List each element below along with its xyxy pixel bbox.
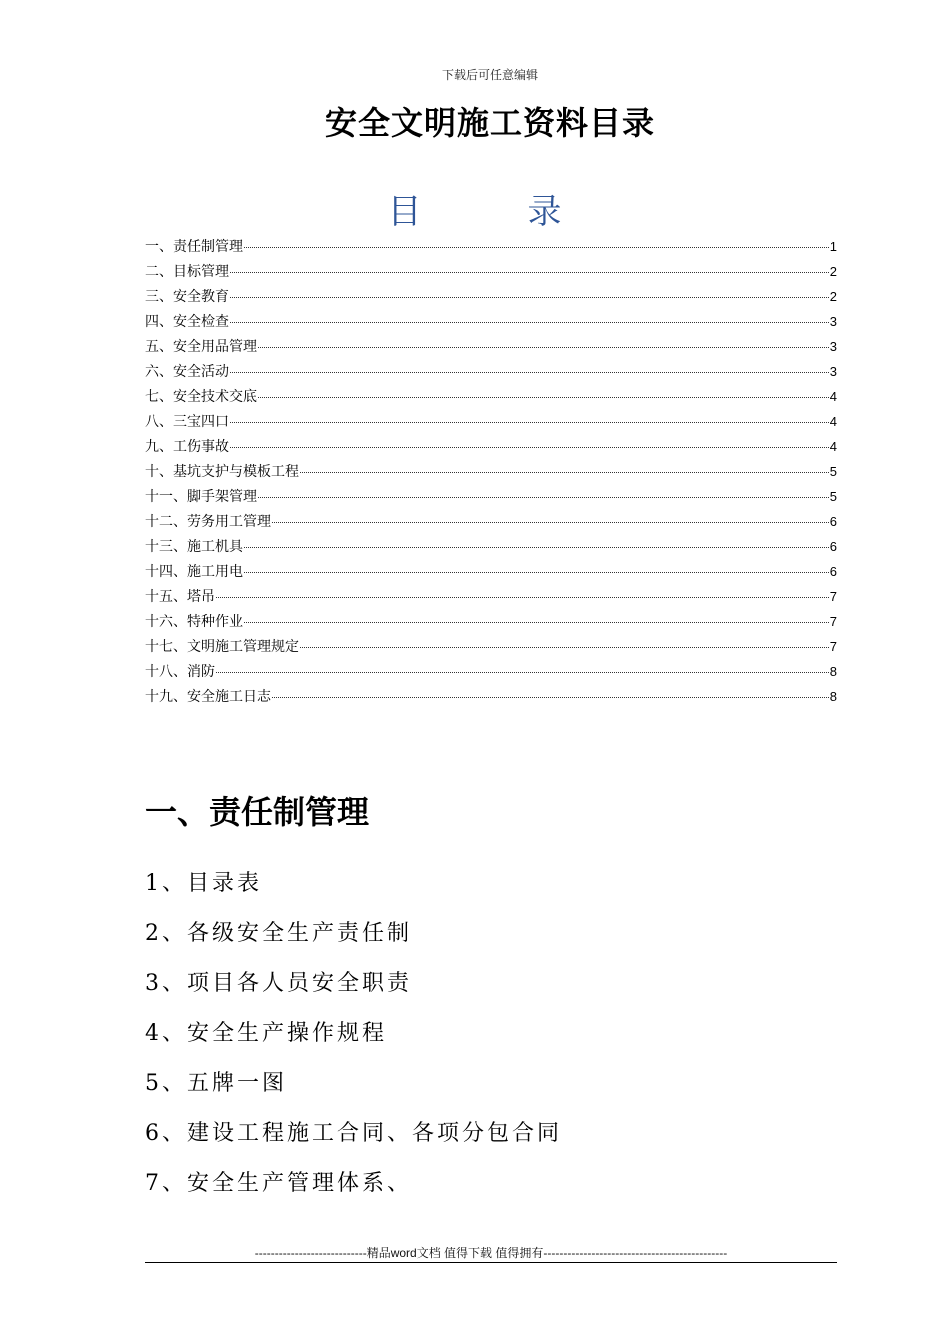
toc-entry-label: 十一、脚手架管理 bbox=[145, 489, 257, 505]
toc-entry-label: 十五、塔吊 bbox=[145, 589, 215, 605]
toc-entry[interactable] bbox=[145, 334, 837, 359]
toc-entry[interactable] bbox=[145, 684, 837, 709]
toc-dot-leader bbox=[244, 621, 829, 623]
toc-entry-page: 6 bbox=[829, 564, 837, 579]
toc-entry[interactable] bbox=[145, 659, 837, 684]
section-item: 5、五牌一图 bbox=[145, 1071, 287, 1096]
toc-entry-page: 7 bbox=[829, 639, 837, 654]
toc-entry[interactable] bbox=[145, 359, 837, 384]
toc-dot-leader bbox=[258, 496, 829, 498]
toc-entry[interactable] bbox=[145, 584, 837, 609]
toc-entry[interactable] bbox=[145, 459, 837, 484]
toc-entry-page: 6 bbox=[829, 539, 837, 554]
toc-entry-label: 十七、文明施工管理规定 bbox=[145, 639, 299, 655]
toc-entry[interactable] bbox=[145, 234, 837, 259]
toc-entry[interactable] bbox=[145, 284, 837, 309]
toc-entry[interactable] bbox=[145, 609, 837, 634]
toc-dot-leader bbox=[216, 596, 829, 598]
page-footer: ----------------------------精品word文档 值得下载 值得拥有---------------------------------------------- bbox=[145, 1244, 837, 1263]
toc-entry-label: 九、工伤事故 bbox=[145, 439, 229, 455]
toc-entry-label: 十四、施工用电 bbox=[145, 564, 243, 580]
toc-entry-page: 6 bbox=[829, 514, 837, 529]
toc-dot-leader bbox=[230, 296, 829, 298]
toc-dot-leader bbox=[300, 471, 829, 473]
header-note: 下载后可任意编辑 bbox=[441, 68, 538, 82]
toc-dot-leader bbox=[230, 421, 829, 423]
table-of-contents bbox=[145, 234, 837, 709]
toc-entry-page: 4 bbox=[829, 414, 837, 429]
toc-entry-label: 十三、施工机具 bbox=[145, 539, 243, 555]
section-item-list bbox=[145, 865, 562, 1215]
toc-entry-label: 四、安全检查 bbox=[145, 314, 229, 330]
toc-entry-label: 十六、特种作业 bbox=[145, 614, 243, 630]
toc-dot-leader bbox=[230, 321, 829, 323]
toc-entry[interactable] bbox=[145, 509, 837, 534]
toc-entry-page: 3 bbox=[829, 314, 837, 329]
section-item: 3、项目各人员安全职责 bbox=[145, 971, 412, 996]
toc-entry[interactable] bbox=[145, 534, 837, 559]
toc-dot-leader bbox=[300, 646, 829, 648]
toc-entry[interactable] bbox=[145, 484, 837, 509]
toc-dot-leader bbox=[244, 571, 829, 573]
toc-entry-page: 5 bbox=[829, 464, 837, 479]
document-title: 安全文明施工资料目录 bbox=[324, 104, 655, 142]
toc-dot-leader bbox=[258, 396, 829, 398]
toc-entry[interactable] bbox=[145, 259, 837, 284]
toc-entry-page: 1 bbox=[829, 239, 837, 254]
toc-dot-leader bbox=[272, 696, 829, 698]
toc-dot-leader bbox=[230, 371, 829, 373]
section-item: 6、建设工程施工合同、各项分包合同 bbox=[145, 1121, 562, 1146]
toc-entry-label: 一、责任制管理 bbox=[145, 239, 243, 255]
toc-entry-page: 7 bbox=[829, 614, 837, 629]
toc-entry[interactable] bbox=[145, 409, 837, 434]
section-item: 2、各级安全生产责任制 bbox=[145, 921, 412, 946]
toc-entry-label: 五、安全用品管理 bbox=[145, 339, 257, 355]
toc-entry[interactable] bbox=[145, 434, 837, 459]
section-heading: 一、责任制管理 bbox=[145, 793, 370, 831]
section-item: 4、安全生产操作规程 bbox=[145, 1021, 387, 1046]
toc-dot-leader bbox=[258, 346, 829, 348]
toc-entry-label: 三、安全教育 bbox=[145, 289, 229, 305]
toc-entry[interactable] bbox=[145, 559, 837, 584]
section-item: 1、目录表 bbox=[145, 871, 262, 896]
toc-entry-label: 十、基坑支护与模板工程 bbox=[145, 464, 299, 480]
toc-entry-page: 2 bbox=[829, 289, 837, 304]
toc-entry-page: 7 bbox=[829, 589, 837, 604]
toc-dot-leader bbox=[230, 271, 829, 273]
toc-entry[interactable] bbox=[145, 634, 837, 659]
toc-entry-label: 十二、劳务用工管理 bbox=[145, 514, 271, 530]
toc-entry-label: 七、安全技术交底 bbox=[145, 389, 257, 405]
toc-dot-leader bbox=[244, 246, 829, 248]
toc-entry-page: 8 bbox=[829, 664, 837, 679]
toc-heading: 目 录 bbox=[387, 192, 598, 232]
toc-entry-page: 3 bbox=[829, 364, 837, 379]
toc-entry-label: 八、三宝四口 bbox=[145, 414, 229, 430]
toc-dot-leader bbox=[216, 671, 829, 673]
toc-entry[interactable] bbox=[145, 309, 837, 334]
toc-dot-leader bbox=[244, 546, 829, 548]
toc-entry-label: 六、安全活动 bbox=[145, 364, 229, 380]
section-item: 7、安全生产管理体系、 bbox=[145, 1171, 412, 1196]
toc-entry-label: 十九、安全施工日志 bbox=[145, 689, 271, 705]
toc-dot-leader bbox=[230, 446, 829, 448]
toc-entry-page: 8 bbox=[829, 689, 837, 704]
toc-entry-label: 十八、消防 bbox=[145, 664, 215, 680]
toc-dot-leader bbox=[272, 521, 829, 523]
toc-entry-page: 5 bbox=[829, 489, 837, 504]
toc-entry-page: 4 bbox=[829, 439, 837, 454]
toc-entry-page: 4 bbox=[829, 389, 837, 404]
toc-entry-page: 3 bbox=[829, 339, 837, 354]
toc-entry[interactable] bbox=[145, 384, 837, 409]
toc-entry-label: 二、目标管理 bbox=[145, 264, 229, 280]
toc-entry-page: 2 bbox=[829, 264, 837, 279]
